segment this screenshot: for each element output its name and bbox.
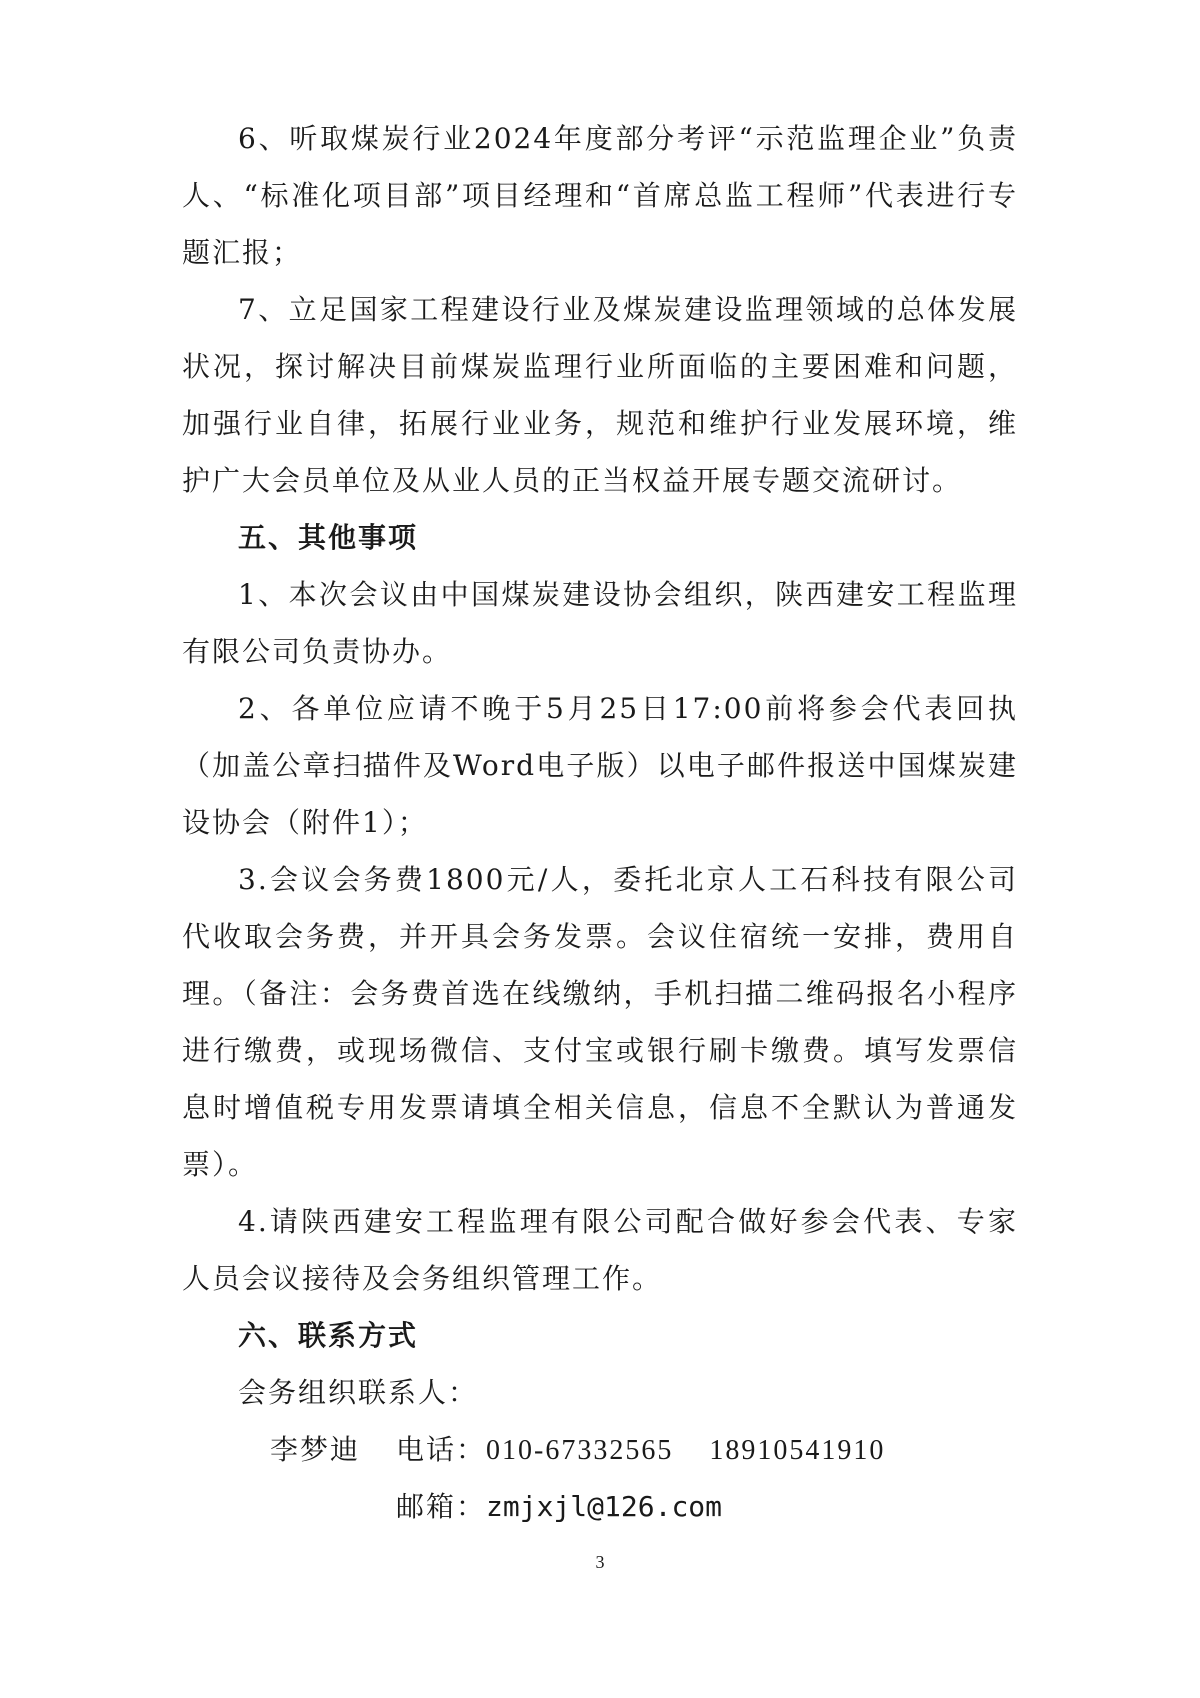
contact-label: 会务组织联系人： [238, 1376, 479, 1409]
section-5-item-3: 3.会议会务费1800元/人，委托北京人工石科技有限公司代收取会务费，并开具会务发票。会议住宿统一安排，费用自理。（备注：会务费首选在线缴纳，手机扫描二维码报名小程序进行缴费，或现场微信、支付宝或银行刷卡缴费。填写发票信息时增值税专用发票请填全相关信息，信息不全默认为普通发票）。 [182, 863, 1018, 1181]
email-label: 邮箱： [396, 1490, 487, 1523]
phone-label: 电话： [396, 1433, 487, 1466]
section-5-item-2: 2、各单位应请不晚于5月25日17:00前将参会代表回执（加盖公章扫描件及Word电子版）以电子邮件报送中国煤炭建设协会（附件1）； [182, 692, 1018, 839]
email-address: zmjxjl@126.com [486, 1490, 723, 1523]
contact-email-row [182, 1478, 1018, 1535]
phone-numbers: 010-67332565 18910541910 [486, 1435, 886, 1466]
section-5-item-1: 1、本次会议由中国煤炭建设协会组织，陕西建安工程监理有限公司负责协办。 [182, 578, 1018, 668]
item-7-paragraph: 7、立足国家工程建设行业及煤炭建设监理领域的总体发展状况，探讨解决目前煤炭监理行业所面临的主要困难和问题，加强行业自律，拓展行业业务，规范和维护行业发展环境，维护广大会员单位及从业人员的正当权益开展专题交流研讨。 [182, 293, 1018, 497]
page-number: 3 [595, 1552, 605, 1572]
item-6-paragraph: 6、听取煤炭行业2024年度部分考评“示范监理企业”负责人、“标准化项目部”项目经理和“首席总监工程师”代表进行专题汇报； [182, 122, 1018, 269]
section-5-item-4: 4.请陕西建安工程监理有限公司配合做好参会代表、专家人员会议接待及会务组织管理工作。 [182, 1205, 1018, 1295]
section-5-heading: 五、其他事项 [238, 521, 419, 554]
contact-name: 李梦迪 [270, 1433, 361, 1466]
document-body [182, 110, 1018, 1535]
section-6-heading: 六、联系方式 [238, 1319, 419, 1352]
contact-phone-row [182, 1421, 1018, 1478]
contact-email [396, 1478, 722, 1535]
contact-phone [396, 1421, 885, 1479]
